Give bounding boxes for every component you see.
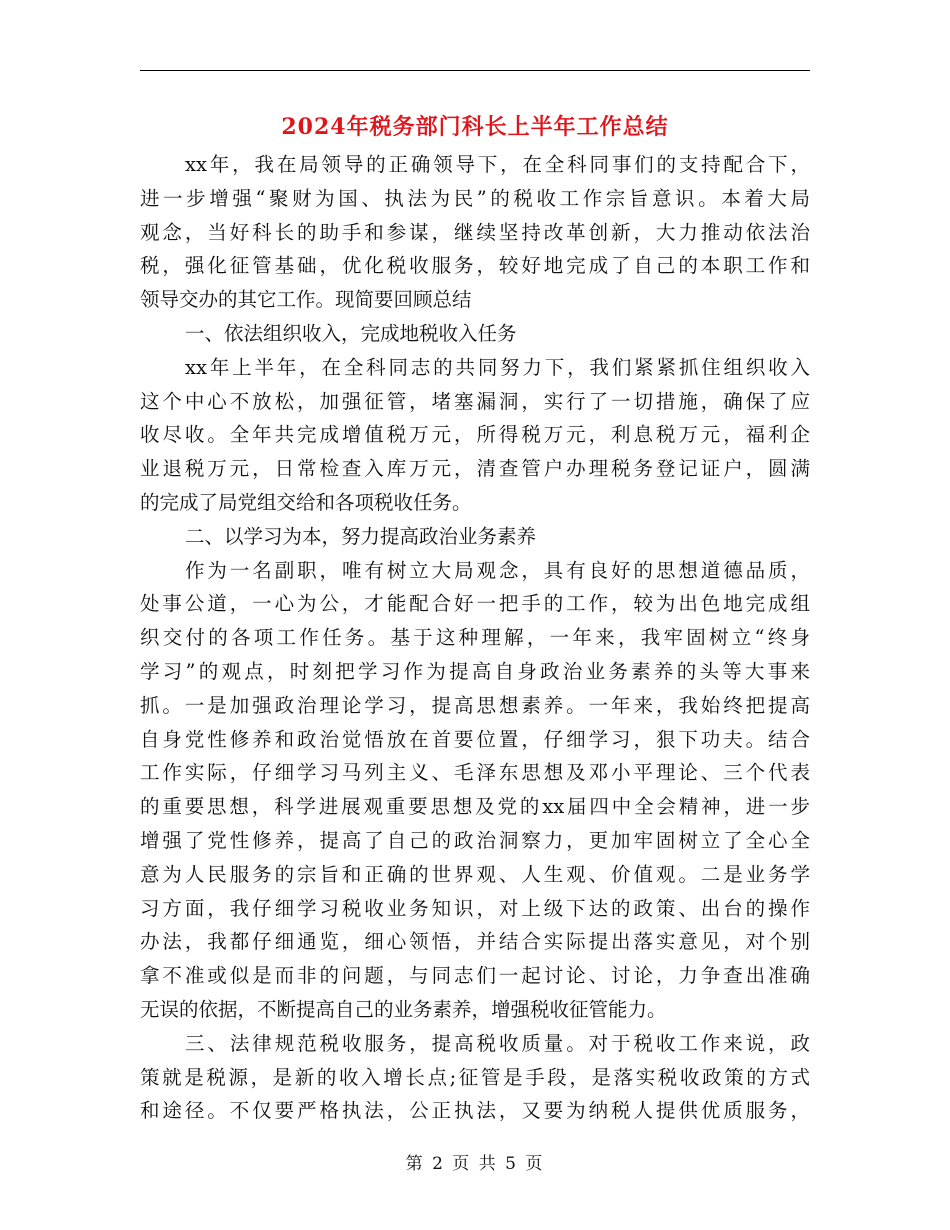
body-line: 和途径。不仅要严格执法，公正执法，又要为纳税人提供优质服务， [140, 1099, 810, 1123]
page-number: 第 2 页 共 5 页 [405, 1154, 545, 1174]
body-line: 这个中心不放松，加强征管，堵塞漏洞，实行了一切措施，确保了应 [140, 389, 810, 413]
body-line: 学习”的观点，时刻把学习作为提高自身政治业务素养的头等大事来 [140, 659, 810, 683]
body-line: 抓。一是加强政治理论学习，提高思想素养。一年来，我始终把提高 [140, 693, 810, 717]
body-line: 增强了党性修养，提高了自己的政治洞察力，更加牢固树立了全心全 [140, 828, 810, 852]
body-line: 自身党性修养和政治觉悟放在首要位置，仔细学习，狠下功夫。结合 [140, 727, 810, 751]
document-title: 2024年税务部门科长上半年工作总结 [281, 114, 669, 140]
body-line: 观念，当好科长的助手和参谋，继续坚持改革创新，大力推动依法治 [140, 220, 810, 244]
document-body [140, 148, 810, 1128]
body-line: 无误的依据，不断提高自己的业务素养，增强税收征管能力。 [140, 997, 667, 1021]
body-line: 办法，我都仔细通览，细心领悟，并结合实际提出落实意见，对个别 [140, 930, 810, 954]
body-line: 一、依法组织收入，完成地税收入任务 [185, 321, 517, 345]
body-line: 收尽收。全年共完成增值税万元，所得税万元，利息税万元，福利企 [140, 423, 810, 447]
body-line: 业退税万元，日常检查入库万元，清查管户办理税务登记证户，圆满 [140, 457, 810, 481]
body-line: 拿不准或似是而非的问题，与同志们一起讨论、讨论，力争查出准确 [140, 964, 810, 988]
body-line: xx年上半年，在全科同志的共同努力下，我们紧紧抓住组织收入 [185, 355, 810, 379]
body-line: 策就是税源，是新的收入增长点;征管是手段，是落实税收政策的方式 [140, 1065, 810, 1089]
body-line: 税，强化征管基础，优化税收服务，较好地完成了自己的本职工作和 [140, 254, 810, 278]
body-line: 处事公道，一心为公，才能配合好一把手的工作，较为出色地完成组 [140, 592, 810, 616]
body-line: 进一步增强“聚财为国、执法为民”的税收工作宗旨意识。本着大局 [140, 186, 810, 210]
body-line: 意为人民服务的宗旨和正确的世界观、人生观、价值观。二是业务学 [140, 862, 810, 886]
body-line: 工作实际，仔细学习马列主义、毛泽东思想及邓小平理论、三个代表 [140, 761, 810, 785]
body-line: 二、以学习为本，努力提高政治业务素养 [185, 524, 537, 548]
body-line: 作为一名副职，唯有树立大局观念，具有良好的思想道德品质， [185, 558, 810, 582]
body-line: xx年，我在局领导的正确领导下，在全科同事们的支持配合下， [185, 153, 810, 176]
body-line: 习方面，我仔细学习税收业务知识，对上级下达的政策、出台的操作 [140, 896, 810, 920]
body-line: 的重要思想，科学进展观重要思想及党的xx届四中全会精神，进一步 [140, 795, 810, 819]
body-line: 的完成了局党组交给和各项税收任务。 [140, 490, 472, 514]
body-line: 三、法律规范税收服务，提高税收质量。对于税收工作来说，政 [185, 1031, 810, 1055]
body-line: 织交付的各项工作任务。基于这种理解，一年来，我牢固树立“终身 [140, 626, 810, 650]
header-rule [140, 70, 810, 71]
body-line: 领导交办的其它工作。现简要回顾总结 [140, 288, 472, 312]
